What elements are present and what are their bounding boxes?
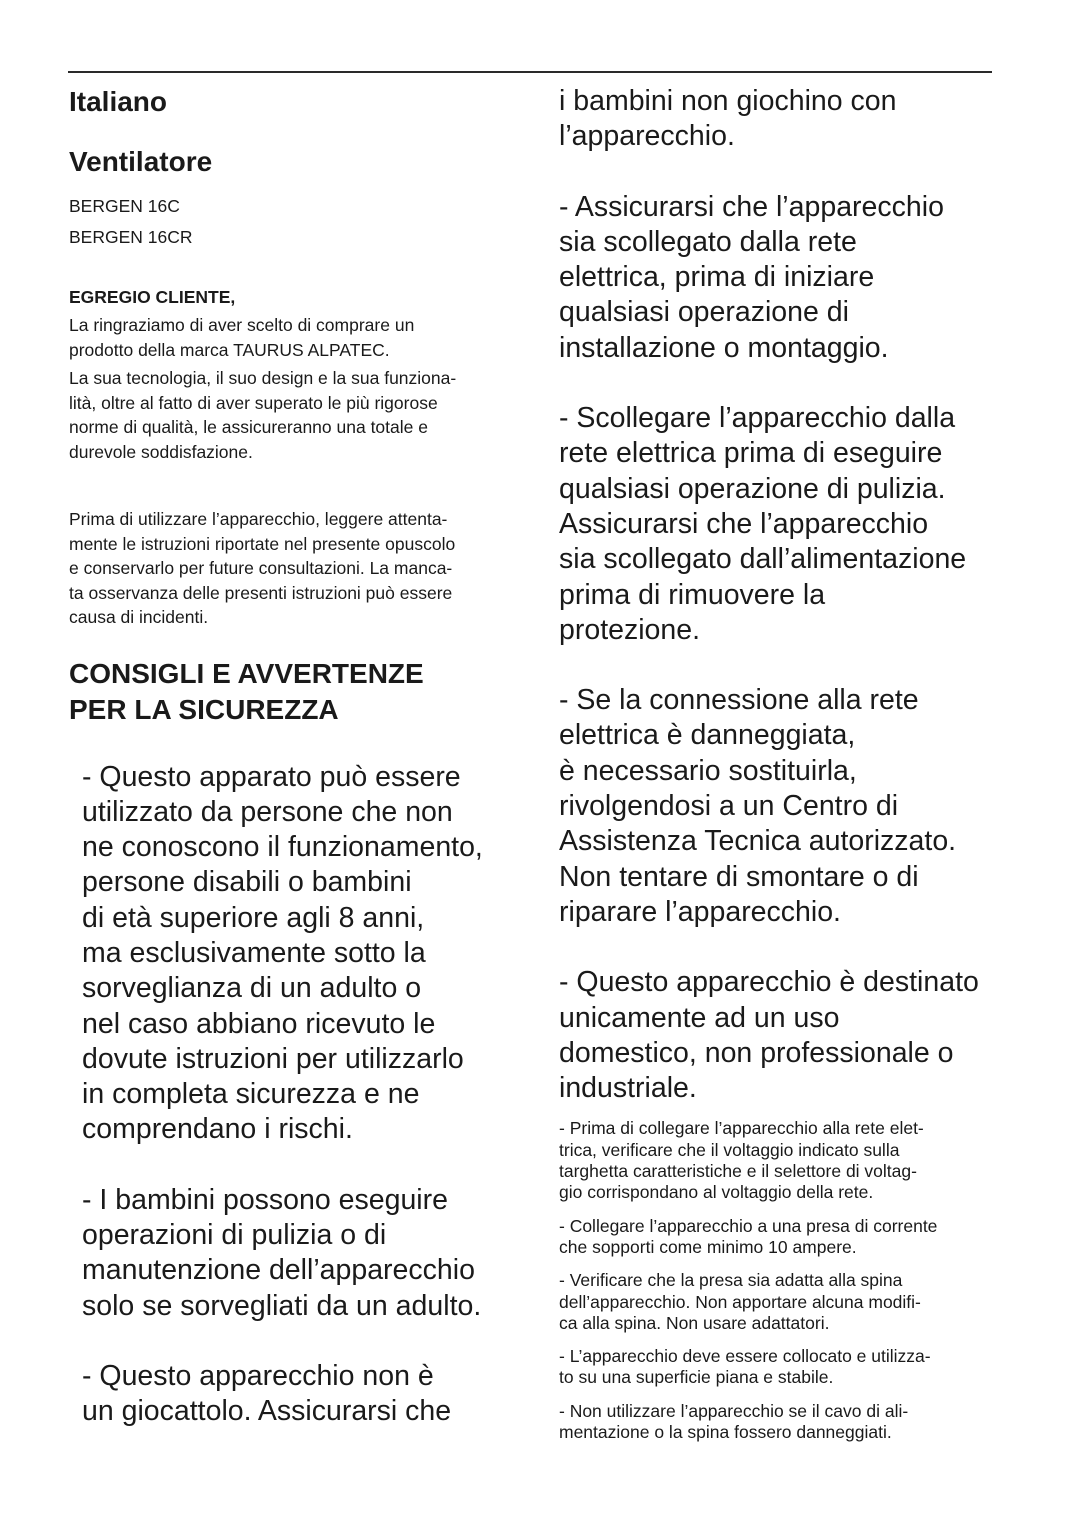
language-heading: Italiano (69, 86, 168, 117)
safety-warning: - Assicurarsi che l’apparecchio sia scollegato dalla rete elettrica, prima di iniziare qualsiasi operazione di installazione o montaggio. (559, 190, 944, 364)
intro-paragraph: La ringraziamo di aver scelto di comprare un prodotto della marca TAURUS ALPATEC. (69, 315, 415, 360)
intro-paragraph: La sua tecnologia, il suo design e la sua funziona- lità, oltre al fatto di aver superato le più rigorose norme di qualità, le assicureranno una totale e durevole soddisfazione. (69, 368, 457, 462)
model-name: BERGEN 16CR (69, 227, 193, 247)
safety-warning: - Questo apparecchio è destinato unicamente ad un uso domestico, non professionale o industriale. (559, 966, 979, 1105)
intro-paragraph: Prima di utilizzare l’apparecchio, leggere attenta- mente le istruzioni riportate nel presente opuscolo e conservarlo per future consultazioni. La manca- ta osservanza delle presenti istruzioni può essere causa di incidenti. (69, 509, 456, 627)
safety-note: - Non utilizzare l’apparecchio se il cavo di ali- mentazione o la spina fossero danneggiati. (559, 1400, 909, 1442)
safety-warning: - Se la connessione alla rete elettrica è danneggiata, è necessario sostituirla, rivolgendosi a un Centro di Assistenza Tecnica autorizzato. Non tentare di smontare o di riparare l’apparecchio. (559, 684, 957, 928)
safety-warning: - I bambini possono eseguire operazioni di pulizia o di manutenzione dell’apparecchio solo se sorvegliati da un adulto. (82, 1183, 482, 1322)
safety-note: - Collegare l’apparecchio a una presa di corrente che sopporti come minimo 10 ampere. (559, 1215, 938, 1257)
safety-section-title: CONSIGLI E AVVERTENZE PER LA SICUREZZA (69, 657, 424, 725)
right-column (559, 84, 1029, 1443)
product-title: Ventilatore (69, 146, 213, 177)
safety-note: - L’apparecchio deve essere collocato e utilizza- to su una superficie piana e stabile. (559, 1346, 931, 1388)
safety-warning: - Scollegare l’apparecchio dalla rete elettrica prima di eseguire qualsiasi operazione di pulizia. Assicurarsi che l’apparecchio sia scollegato dall’alimentazione prima di rimuovere la protezione. (559, 402, 967, 646)
safety-warning: i bambini non giochino con l’apparecchio. (559, 85, 897, 153)
header-rule (68, 71, 992, 73)
greeting: EGREGIO CLIENTE, (69, 287, 236, 307)
model-list (69, 191, 524, 253)
safety-warning: - Questo apparecchio non è un giocattolo. Assicurarsi che (82, 1359, 452, 1428)
model-name: BERGEN 16C (69, 196, 180, 216)
safety-note: - Verificare che la presa sia adatta alla spina dell’apparecchio. Non apportare alcuna modifi- ca alla spina. Non usare adattatori. (559, 1270, 921, 1333)
safety-warning: - Questo apparato può essere utilizzato da persone che non ne conoscono il funzionamento, persone disabili o bambini di età superiore agli 8 anni, ma esclusivamente sotto la sorveglianza di un adulto o nel caso abbiano ricevuto le dovute istruzioni per utilizzarlo in completa sicurezza e ne comprendano i rischi. (82, 760, 483, 1146)
safety-note: - Prima di collegare l’apparecchio alla rete elet- trica, verificare che il voltaggio indicato sulla targhetta caratteristiche e il selettore di voltag- gio corrispondano al voltaggio della rete. (559, 1118, 924, 1203)
left-column (69, 84, 524, 1430)
